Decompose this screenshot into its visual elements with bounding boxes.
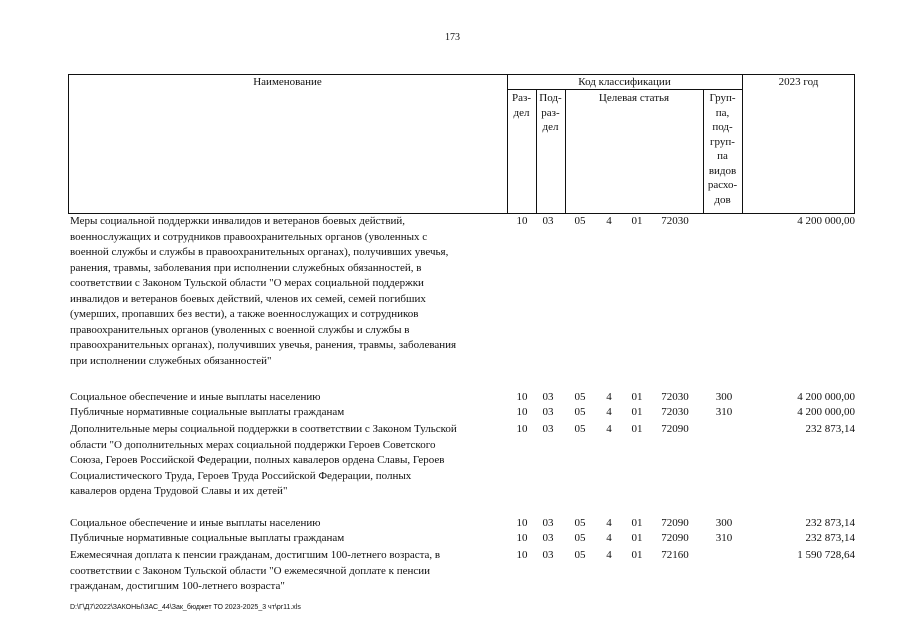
row-name-line: Союза, Героев Российской Федерации, полных кавалеров ордена Славы, Героев <box>70 454 445 466</box>
row-name-line: кавалеров ордена Трудовой Славы и их детей" <box>70 485 288 497</box>
row-name-line: правоохранительных органах), получивших увечья, ранения, травмы, заболевания <box>70 339 457 351</box>
row-name-line: военнослужащих и сотрудников правоохранительных органов (уволенных с <box>70 230 428 243</box>
code-cs3: 01 <box>631 406 643 418</box>
code-vr: 300 <box>715 391 733 403</box>
code-cs2: 4 <box>606 406 612 418</box>
amount: 232 873,14 <box>805 532 855 544</box>
code-cs3: 01 <box>631 391 643 403</box>
row-name-line: Социальное обеспечение и иные выплаты населению <box>70 517 321 529</box>
row-name-line: области "О дополнительных мерах социальной поддержки Героев Советского <box>70 438 436 451</box>
code-cs3: 01 <box>631 517 643 529</box>
code-razdel: 10 <box>516 549 528 561</box>
code-cs3: 01 <box>631 423 643 435</box>
row-name-line: (умерших, пропавших без вести), а также военнослужащих и сотрудников <box>70 308 419 320</box>
row-name-line: ранения, травмы, заболевания при исполнении служебных обязанностей, в <box>70 261 422 274</box>
row-name <box>70 531 510 547</box>
code-cs1: 05 <box>574 532 586 544</box>
amount: 232 873,14 <box>805 423 855 435</box>
code-cs3: 01 <box>631 532 643 544</box>
row-name-line: Дополнительные меры социальной поддержки в соответствии с Законом Тульской <box>70 423 457 435</box>
header-subsection: Под- раз- дел <box>539 92 562 133</box>
header-classification-code: Код классификации <box>578 76 671 88</box>
code-cs1: 05 <box>574 549 586 561</box>
row-name <box>70 422 510 500</box>
code-cs4: 72030 <box>661 215 689 227</box>
row-name-line: при исполнении служебных обязанностей" <box>70 354 272 367</box>
row-name <box>70 405 510 421</box>
code-cs4: 72030 <box>661 391 689 403</box>
row-name-line: инвалидов и ветеранов боевых действий, членов их семей, семей погибших <box>70 292 426 305</box>
header-expense-group: Груп- па, под- груп- па видов расхо- дов <box>707 92 738 206</box>
code-podrazdel: 03 <box>542 423 554 435</box>
row-name <box>70 516 510 532</box>
code-cs3: 01 <box>631 215 643 227</box>
code-cs1: 05 <box>574 215 586 227</box>
code-cs2: 4 <box>606 215 612 227</box>
row-name-line: Меры социальной поддержки инвалидов и ветеранов боевых действий, <box>70 215 406 227</box>
row-name-line: Ежемесячная доплата к пенсии гражданам, достигшим 100-летнего возраста, в <box>70 549 441 561</box>
row-name-line: Социальное обеспечение и иные выплаты населению <box>70 391 321 403</box>
code-cs2: 4 <box>606 391 612 403</box>
code-podrazdel: 03 <box>542 517 554 529</box>
code-cs1: 05 <box>574 391 586 403</box>
code-podrazdel: 03 <box>542 391 554 403</box>
row-name-line: Публичные нормативные социальные выплаты гражданам <box>70 532 345 544</box>
code-razdel: 10 <box>516 391 528 403</box>
code-cs1: 05 <box>574 423 586 435</box>
amount: 4 200 000,00 <box>797 406 855 418</box>
code-razdel: 10 <box>516 423 528 435</box>
header-divider <box>565 89 566 214</box>
row-name <box>70 390 510 406</box>
row-name <box>70 214 510 369</box>
file-path-footer: D:\Г\Д7\2022\ЗАКОНЫ\ЗАС_44\Зак_бюджет ТО 2023-2025_3 чт\pr11.xls <box>70 604 301 611</box>
header-year: 2023 год <box>778 76 819 88</box>
code-cs3: 01 <box>631 549 643 561</box>
amount: 4 200 000,00 <box>797 215 855 227</box>
page-number: 173 <box>445 32 460 43</box>
code-cs2: 4 <box>606 549 612 561</box>
code-cs4: 72090 <box>661 423 689 435</box>
code-cs2: 4 <box>606 532 612 544</box>
code-razdel: 10 <box>516 406 528 418</box>
code-cs4: 72160 <box>661 549 689 561</box>
amount: 1 590 728,64 <box>797 549 855 561</box>
row-name-line: Публичные нормативные социальные выплаты гражданам <box>70 406 345 418</box>
row-name-line: соответствии с Законом Тульской области "О ежемесячной доплате к пенсии <box>70 564 431 577</box>
code-cs4: 72030 <box>661 406 689 418</box>
amount: 4 200 000,00 <box>797 391 855 403</box>
code-cs1: 05 <box>574 517 586 529</box>
code-razdel: 10 <box>516 215 528 227</box>
row-name <box>70 548 510 595</box>
amount: 232 873,14 <box>805 517 855 529</box>
row-name-line: соответствии с Законом Тульской области "О мерах социальной поддержки <box>70 277 424 289</box>
code-vr: 300 <box>715 517 733 529</box>
code-cs2: 4 <box>606 423 612 435</box>
code-podrazdel: 03 <box>542 532 554 544</box>
code-vr: 310 <box>715 532 733 544</box>
code-razdel: 10 <box>516 532 528 544</box>
row-name-line: гражданам, достигшим 100-летнего возраста" <box>70 580 285 592</box>
code-razdel: 10 <box>516 517 528 529</box>
code-cs1: 05 <box>574 406 586 418</box>
code-cs2: 4 <box>606 517 612 529</box>
code-cs4: 72090 <box>661 532 689 544</box>
code-vr: 310 <box>715 406 733 418</box>
header-section: Раз- дел <box>511 92 531 119</box>
row-name-line: военной службы и службы в правоохранительных органах), получивших увечья, <box>70 246 449 258</box>
code-podrazdel: 03 <box>542 549 554 561</box>
row-name-line: правоохранительных органов (уволенных с военной службы и службы в <box>70 323 410 336</box>
code-podrazdel: 03 <box>542 215 554 227</box>
code-cs4: 72090 <box>661 517 689 529</box>
header-divider <box>742 74 743 214</box>
code-podrazdel: 03 <box>542 406 554 418</box>
row-name-line: Социалистического Труда, Героев Труда Российской Федерации, полных <box>70 469 412 482</box>
header-name: Наименование <box>253 76 322 88</box>
header-target-article: Целевая статья <box>598 92 670 104</box>
